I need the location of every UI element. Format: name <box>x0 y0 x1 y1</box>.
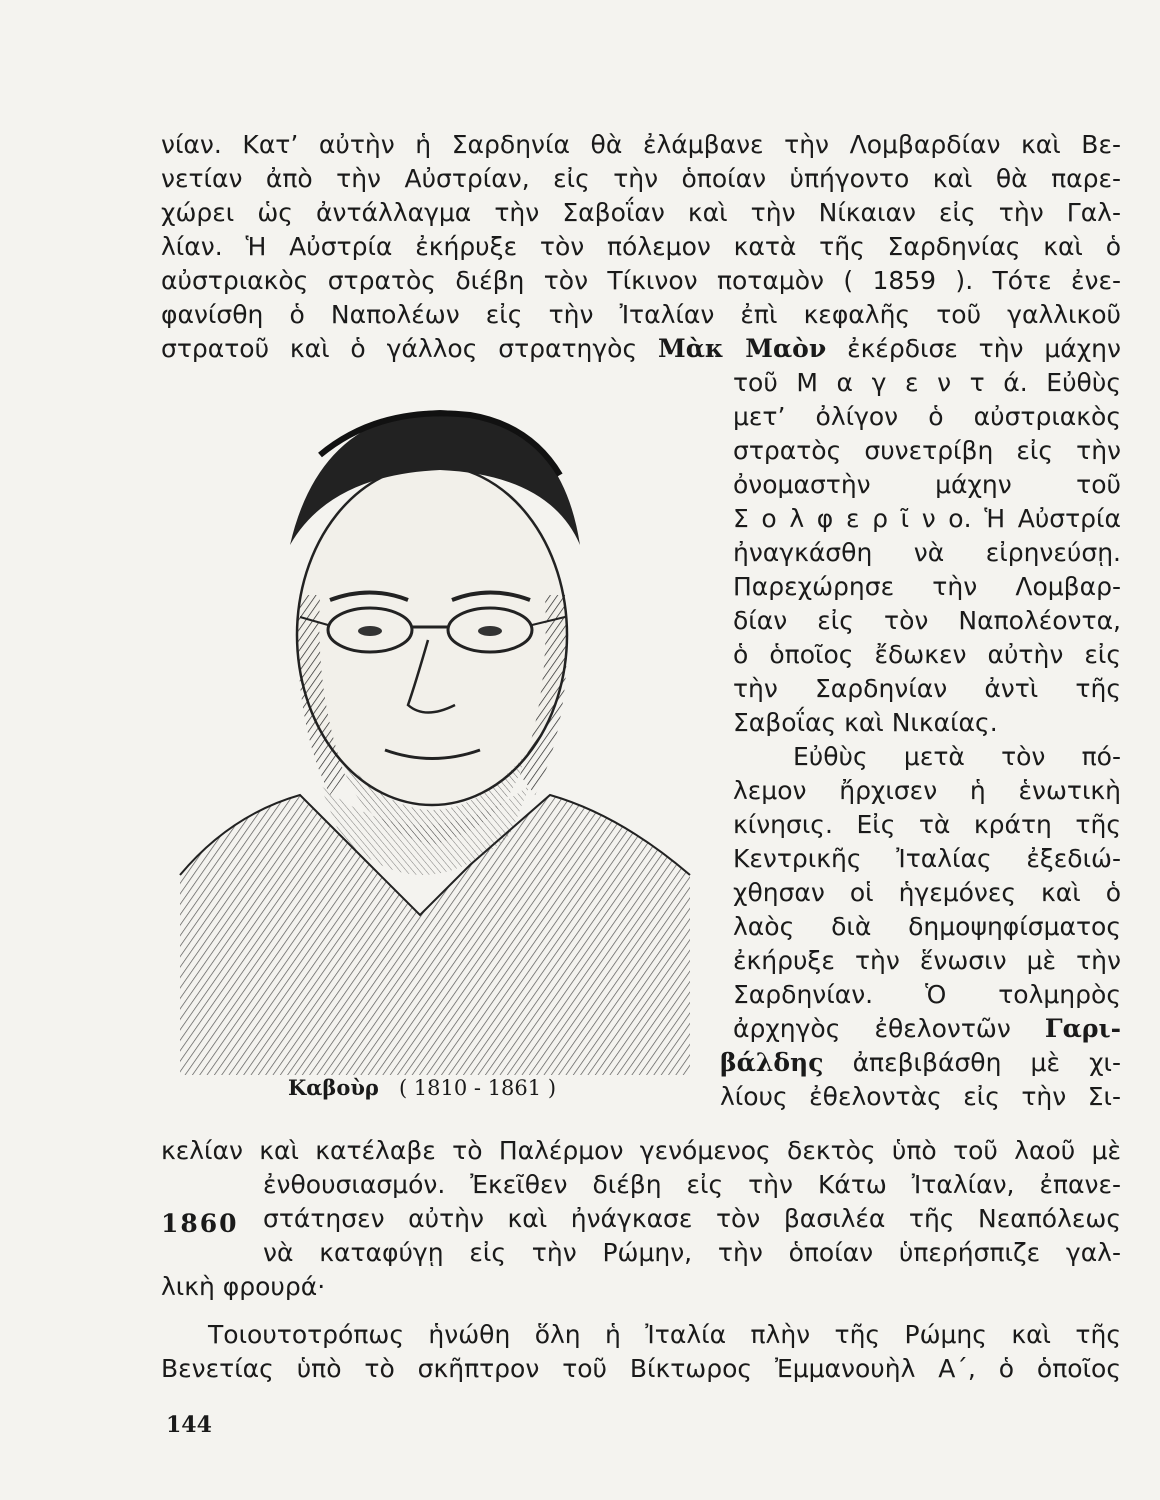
text-line: Τοιουτοτρόπως ἡνώθη ὅλη ἡ Ἰταλία πλὴν τῆς Ρώμης καὶ τῆς <box>208 1320 1121 1349</box>
text-line: Κεντρικῆς Ἰταλίας ἐξεδιώ- <box>733 844 1121 873</box>
bold-name: Μὰκ Μαὸν <box>658 334 827 363</box>
text-segment: ἀπεβιβάσθη μὲ χι- <box>852 1048 1121 1077</box>
text-segment: ἐκέρδισε τὴν μάχην <box>847 334 1121 363</box>
text-line: λαὸς διὰ δημοψηφίσματος <box>733 912 1121 941</box>
portrait-caption <box>288 1075 556 1100</box>
text-line: νίαν. Κατ’ αὐτὴν ἡ Σαρδηνία θὰ ἐλάμβανε τὴν Λομβαρδίαν καὶ Βε- <box>161 130 1121 159</box>
text-line: λικὴ φρουρά· <box>161 1272 326 1301</box>
text-line: χθησαν οἱ ἡγεμόνες καὶ ὁ <box>733 878 1121 907</box>
text-segment: στρατοῦ καὶ ὁ γάλλος στρατηγὸς <box>161 334 638 363</box>
text-line: στρατὸς συνετρίβη εἰς τὴν <box>733 436 1121 465</box>
text-line: αὐστριακὸς στρατὸς διέβη τὸν Τίκινον ποταμὸν ( 1859 ). Τότε ἐνε- <box>161 266 1121 295</box>
text-line: Παρεχώρησε τὴν Λομβαρ- <box>733 572 1121 601</box>
text-line: Σ ο λ φ ε ρ ῖ ν ο. Ἡ Αὐστρία <box>733 504 1121 533</box>
caption-years: ( 1810 - 1861 ) <box>398 1076 557 1100</box>
text-line: λίους ἐθελοντὰς εἰς τὴν Σι- <box>720 1082 1121 1111</box>
portrait-engraving <box>170 395 700 1075</box>
text-line: ἐκήρυξε τὴν ἕνωσιν μὲ τὴν <box>733 946 1121 975</box>
text-line: δίαν εἰς τὸν Ναπολέοντα, <box>733 606 1121 635</box>
bold-name: βάλδης <box>720 1048 824 1077</box>
text-line <box>733 1012 1121 1046</box>
text-line: λίαν. Ἡ Αὐστρία ἐκήρυξε τὸν πόλεμον κατὰ τῆς Σαρδηνίας καὶ ὁ <box>161 232 1121 261</box>
text-line: ἠναγκάσθη νὰ εἰρηνεύσῃ. <box>733 538 1121 567</box>
text-line <box>161 332 1121 366</box>
text-line: Βενετίας ὑπὸ τὸ σκῆπτρον τοῦ Βίκτωρος Ἐμμανουὴλ Α΄, ὁ ὁποῖος <box>161 1354 1121 1383</box>
text-line: νὰ καταφύγῃ εἰς τὴν Ρώμην, τὴν ὁποίαν ὑπερήσπιζε γαλ- <box>263 1238 1121 1267</box>
text-line <box>720 1046 1121 1080</box>
text-line: φανίσθη ὁ Ναπολέων εἰς τὴν Ἰταλίαν ἐπὶ κεφαλῆς τοῦ γαλλικοῦ <box>161 300 1121 329</box>
text-line: τὴν Σαρδηνίαν ἀντὶ τῆς <box>733 674 1121 703</box>
bold-name: Γαρι- <box>1044 1014 1121 1043</box>
text-line: χώρει ὡς ἀντάλλαγμα τὴν Σαβοΐαν καὶ τὴν Νίκαιαν εἰς τὴν Γαλ- <box>161 198 1121 227</box>
text-line: ἐνθουσιασμόν. Ἐκεῖθεν διέβη εἰς τὴν Κάτω Ἰταλίαν, ἐπανε- <box>263 1170 1121 1199</box>
text-line: νετίαν ἀπὸ τὴν Αὐστρίαν, εἰς τὴν ὁποίαν ὑπήγοντο καὶ θὰ παρε- <box>161 164 1121 193</box>
cavour-portrait-image <box>170 395 700 1075</box>
page-number: 144 <box>166 1412 212 1438</box>
text-line: κελίαν καὶ κατέλαβε τὸ Παλέρμον γενόμενος δεκτὸς ὑπὸ τοῦ λαοῦ μὲ <box>161 1136 1121 1165</box>
text-line: τοῦ Μ α γ ε ν τ ά. Εὐθὺς <box>733 368 1121 397</box>
text-line: κίνησις. Εἰς τὰ κράτη τῆς <box>733 810 1121 839</box>
text-line: μετ’ ὀλίγον ὁ αὐστριακὸς <box>733 402 1121 431</box>
text-line: στάτησεν αὐτὴν καὶ ἠνάγκασε τὸν βασιλέα τῆς Νεαπόλεως <box>263 1204 1121 1233</box>
text-line: ὁ ὁποῖος ἔδωκεν αὐτὴν εἰς <box>733 640 1121 669</box>
text-line: Σαρδηνίαν. Ὁ τολμηρὸς <box>733 980 1121 1009</box>
text-line: ὀνομαστὴν μάχην τοῦ <box>733 470 1121 499</box>
text-line: Σαβοΐας καὶ Νικαίας. <box>733 708 998 737</box>
text-line: Εὐθὺς μετὰ τὸν πό- <box>793 742 1121 771</box>
caption-name: Καβοὺρ <box>288 1075 379 1100</box>
text-segment: ἀρχηγὸς ἐθελοντῶν <box>733 1014 1011 1043</box>
text-line: λεμον ἤρχισεν ἡ ἑνωτικὴ <box>733 776 1121 805</box>
margin-year: 1860 <box>161 1209 239 1238</box>
